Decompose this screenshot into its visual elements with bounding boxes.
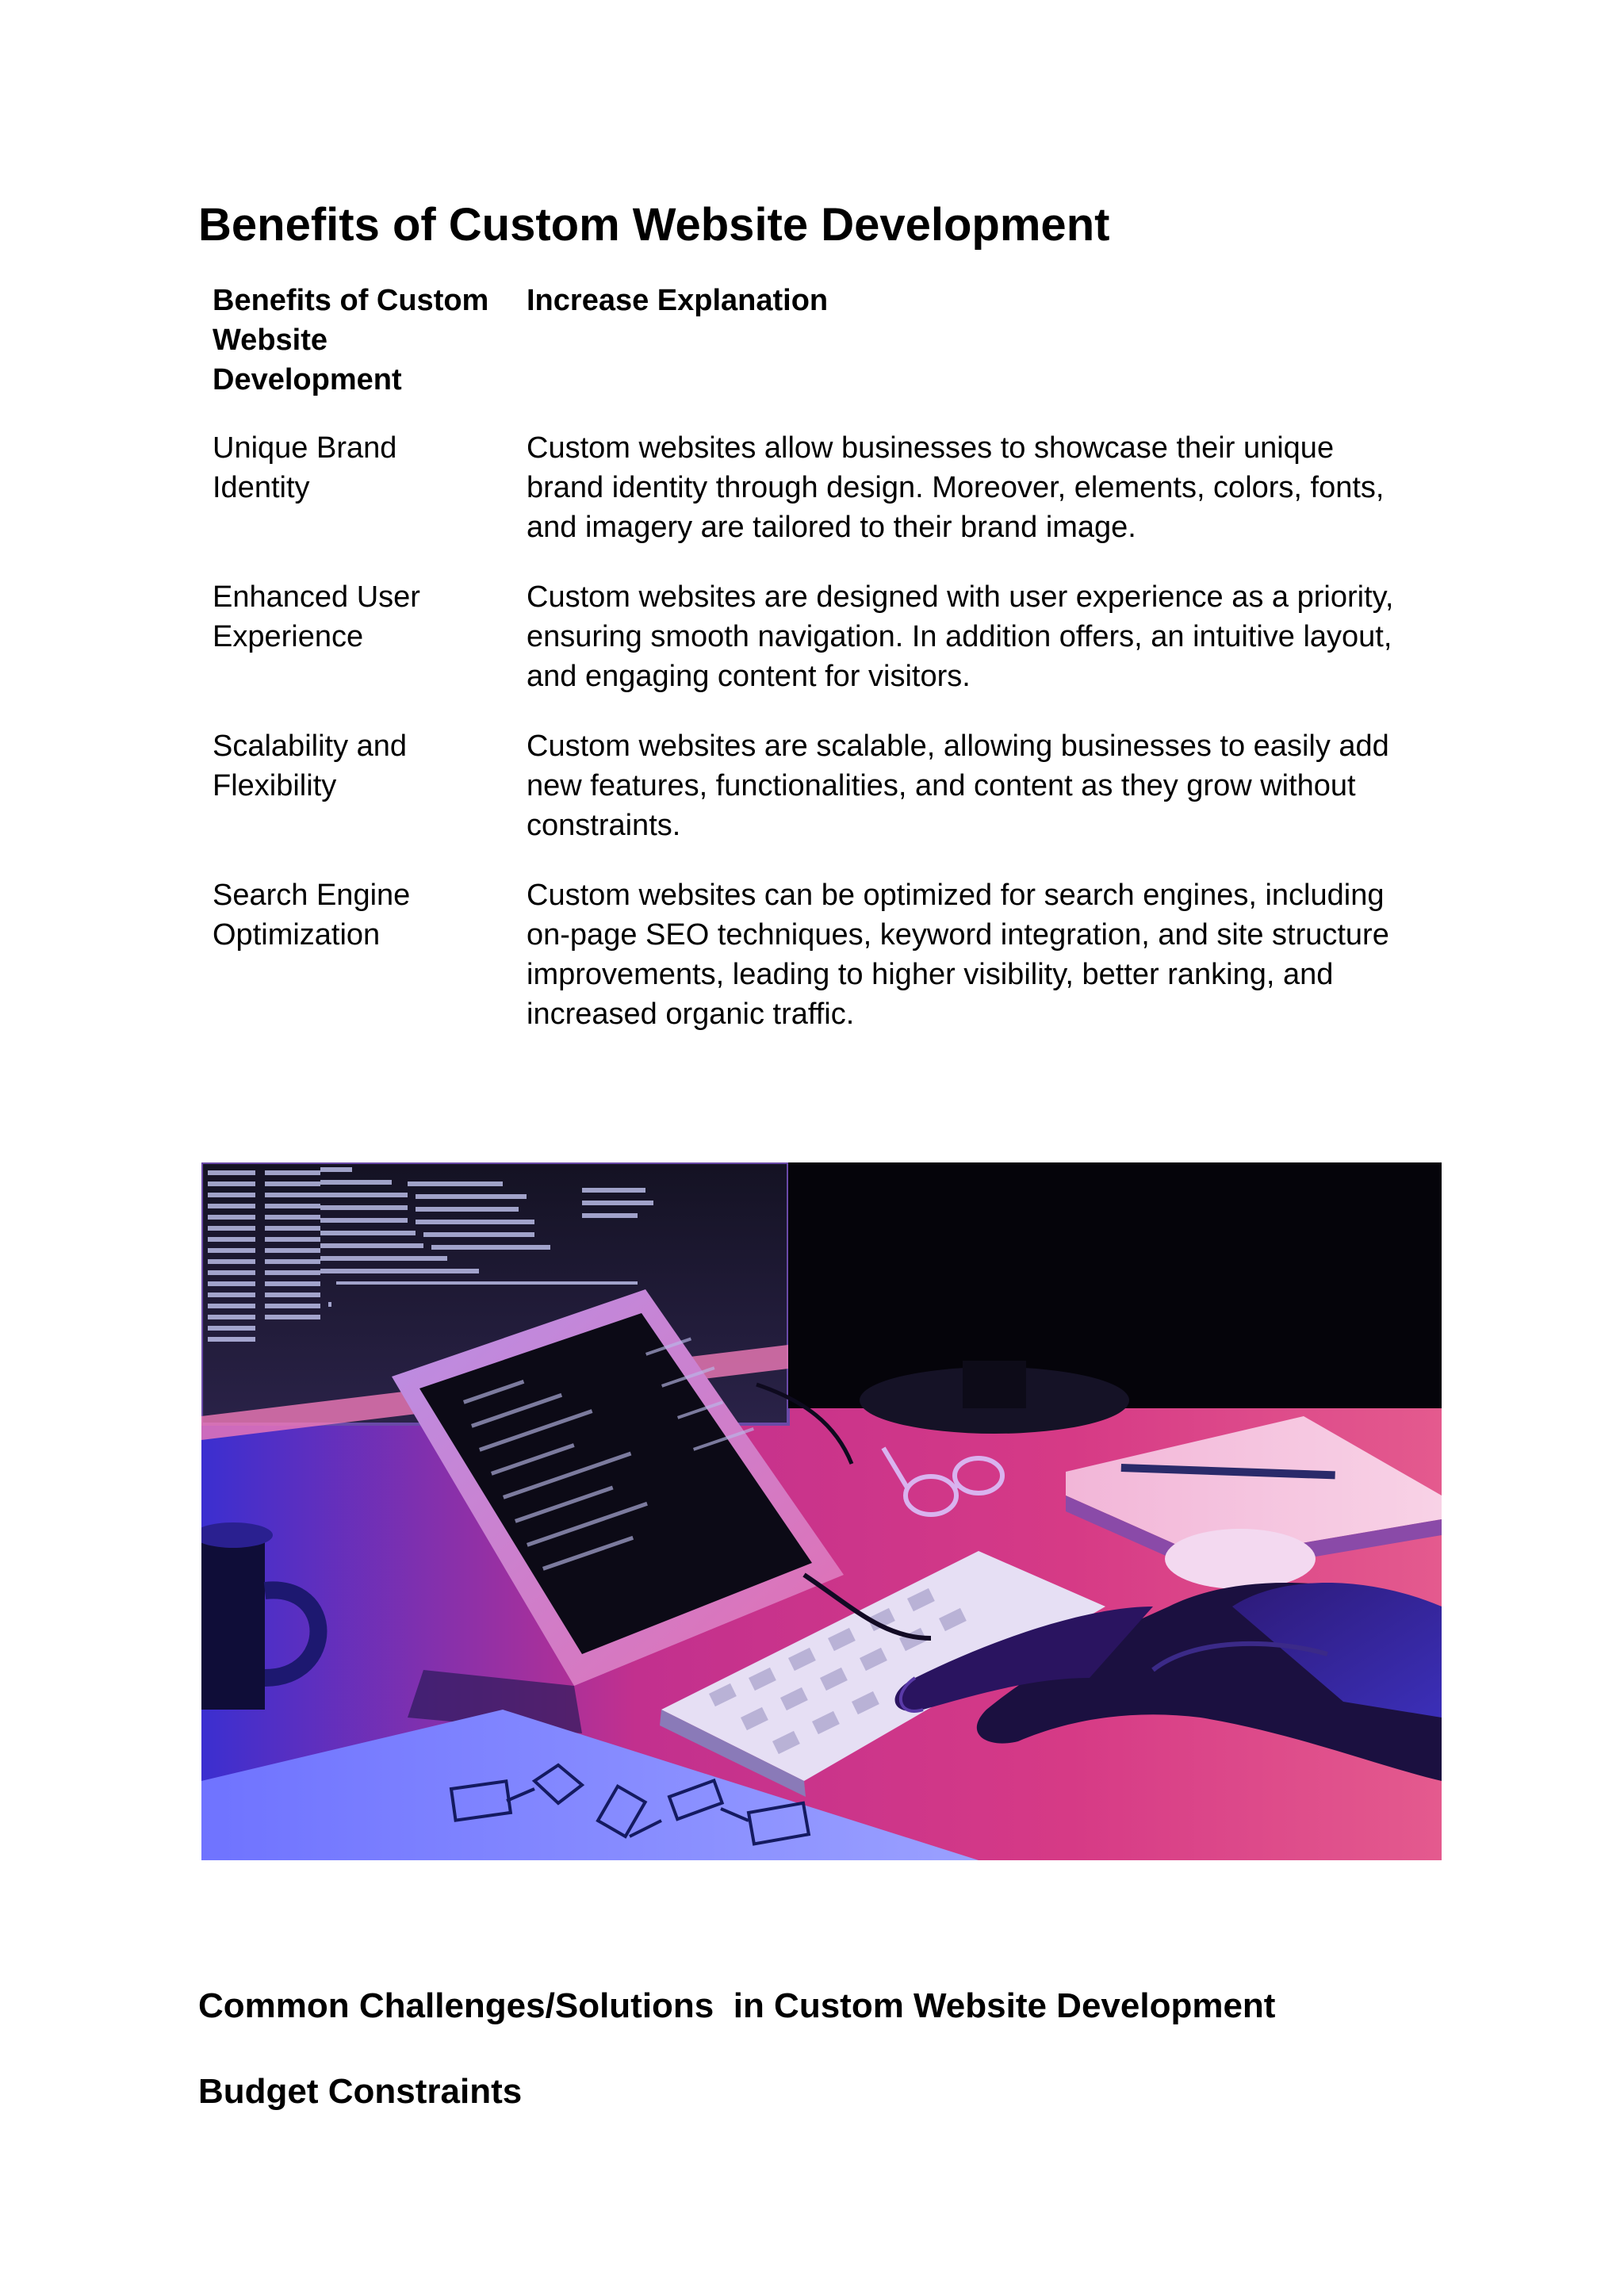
benefit-cell: Enhanced User Experience bbox=[213, 580, 420, 653]
developer-workspace-photo bbox=[201, 1162, 1442, 1860]
section-heading-budget: Budget Constraints bbox=[198, 2072, 523, 2111]
table-row bbox=[198, 875, 1411, 1064]
column-header-explanation: Increase Explanation bbox=[527, 284, 829, 317]
benefit-cell: Unique Brand Identity bbox=[213, 431, 397, 504]
table-header-row bbox=[198, 281, 1411, 428]
explanation-cell: Custom websites are designed with user experience as a priority, ensuring smooth navigation. In addition offers, an intuitive layout, and engaging content for visitors. bbox=[527, 580, 1394, 693]
page-heading: Benefits of Custom Website Development bbox=[198, 199, 1110, 251]
benefits-table bbox=[198, 281, 1411, 1064]
benefit-cell: Search Engine Optimization bbox=[213, 879, 411, 952]
table-row bbox=[198, 726, 1411, 875]
column-header-benefit: Benefits of Custom Website Development bbox=[213, 284, 489, 396]
section-heading-challenges: Common Challenges/Solutions in Custom Website Development bbox=[198, 1986, 1276, 2025]
table-row bbox=[198, 577, 1411, 726]
explanation-cell: Custom websites can be optimized for search engines, including on-page SEO techniques, keyword integration, and site structure improvements, leading to higher visibility, better ranking, and increased organic traffic. bbox=[527, 879, 1389, 1031]
benefit-cell: Scalability and Flexibility bbox=[213, 730, 408, 802]
explanation-cell: Custom websites allow businesses to showcase their unique brand identity through design. Moreover, elements, colors, fonts, and imagery are tailored to their brand image. bbox=[527, 431, 1385, 544]
explanation-cell: Custom websites are scalable, allowing businesses to easily add new features, functionalities, and content as they grow without constraints. bbox=[527, 730, 1389, 842]
table-row bbox=[198, 428, 1411, 577]
